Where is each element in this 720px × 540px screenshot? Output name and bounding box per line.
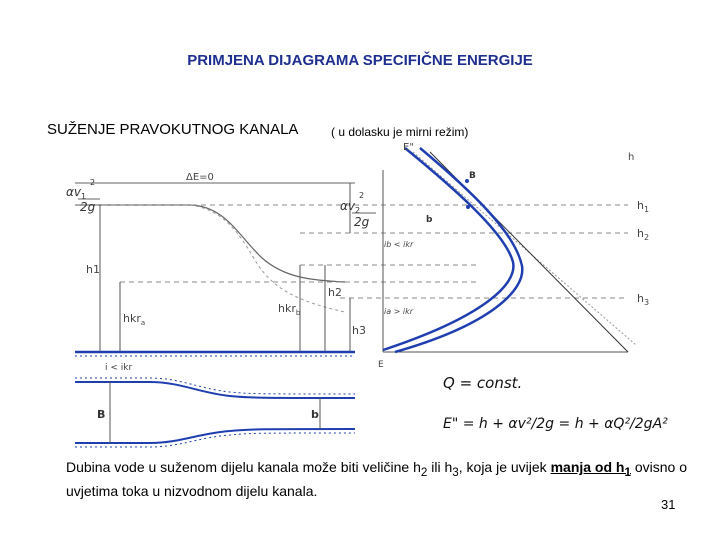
axis-E-label: E: [378, 360, 384, 370]
axis-h-label: h: [628, 152, 635, 163]
point-b-label: b: [426, 215, 433, 225]
right-h1-label: $h_1$: [637, 199, 650, 214]
label-h1-left: h1: [86, 263, 100, 276]
caption-sub-2: 2: [420, 465, 428, 479]
caption-sub-3: 3: [452, 465, 459, 479]
water-surface: [75, 205, 345, 282]
caption-text-1: Dubina vode u suženom dijelu kanala može biti veličine h: [66, 459, 421, 475]
plan-lower-wall-hatch: [75, 433, 355, 447]
point-B-label: B: [469, 171, 476, 181]
e-curve-b: [395, 148, 522, 352]
width-b-label: b: [311, 408, 319, 421]
label-h3-left: h3: [352, 324, 366, 337]
asymptote-line: [413, 152, 636, 345]
label-h2-left: h2: [328, 286, 342, 299]
label-hkr-a: hkr$_a$: [123, 312, 146, 327]
energy-line-label: ΔE=0: [186, 172, 214, 183]
alternative-surface-dashed: [190, 205, 345, 312]
velocity-head-1: $\alpha v_1$: [66, 185, 87, 201]
ia-label: ia > ikr: [384, 307, 414, 316]
e-curve-a: [383, 148, 513, 350]
caption-highlight: manja od $h_1$: [550, 459, 631, 479]
plan-lower-wall: [75, 429, 355, 443]
slope-label: i < ikr: [105, 363, 133, 373]
right-h3-label: $h_3$: [637, 292, 650, 307]
formula-q: Q = const.: [443, 374, 523, 392]
point-b: [466, 205, 470, 209]
plan-upper-wall-hatch: [75, 378, 355, 394]
formula-e: E" = h + αv²/2g = h + αQ²/2gA²: [443, 416, 668, 432]
label-hkr-b: hkr$_b$: [278, 302, 301, 317]
velocity-head-2: $\alpha v_2$: [340, 199, 361, 215]
caption: [66, 458, 716, 500]
ib-label: ib < ikr: [384, 240, 414, 249]
velocity-head-2-den: 2g: [354, 215, 370, 229]
slide-title: PRIMJENA DIJAGRAMA SPECIFIČNE ENERGIJE: [187, 52, 533, 69]
subtitle-note: ( u dolasku je mirni režim): [331, 125, 469, 139]
velocity-head-2-exp: 2: [359, 191, 365, 200]
subtitle: SUŽENJE PRAVOKUTNOG KANALA: [47, 121, 299, 138]
velocity-head-1-exp: 2: [90, 178, 96, 187]
caption-text-3: , koja je uvijek: [458, 459, 551, 475]
velocity-head-1-den: 2g: [80, 200, 96, 214]
page-number: 31: [661, 497, 676, 512]
caption-text-4: ovisno o uvjetima toka u nizvodnom dijelu kanala.: [66, 459, 688, 499]
width-B-label: B: [97, 408, 106, 421]
curve-E-label: E": [403, 142, 414, 153]
right-h2-label: $h_2$: [637, 227, 650, 242]
caption-text-2: ili h: [427, 459, 453, 475]
